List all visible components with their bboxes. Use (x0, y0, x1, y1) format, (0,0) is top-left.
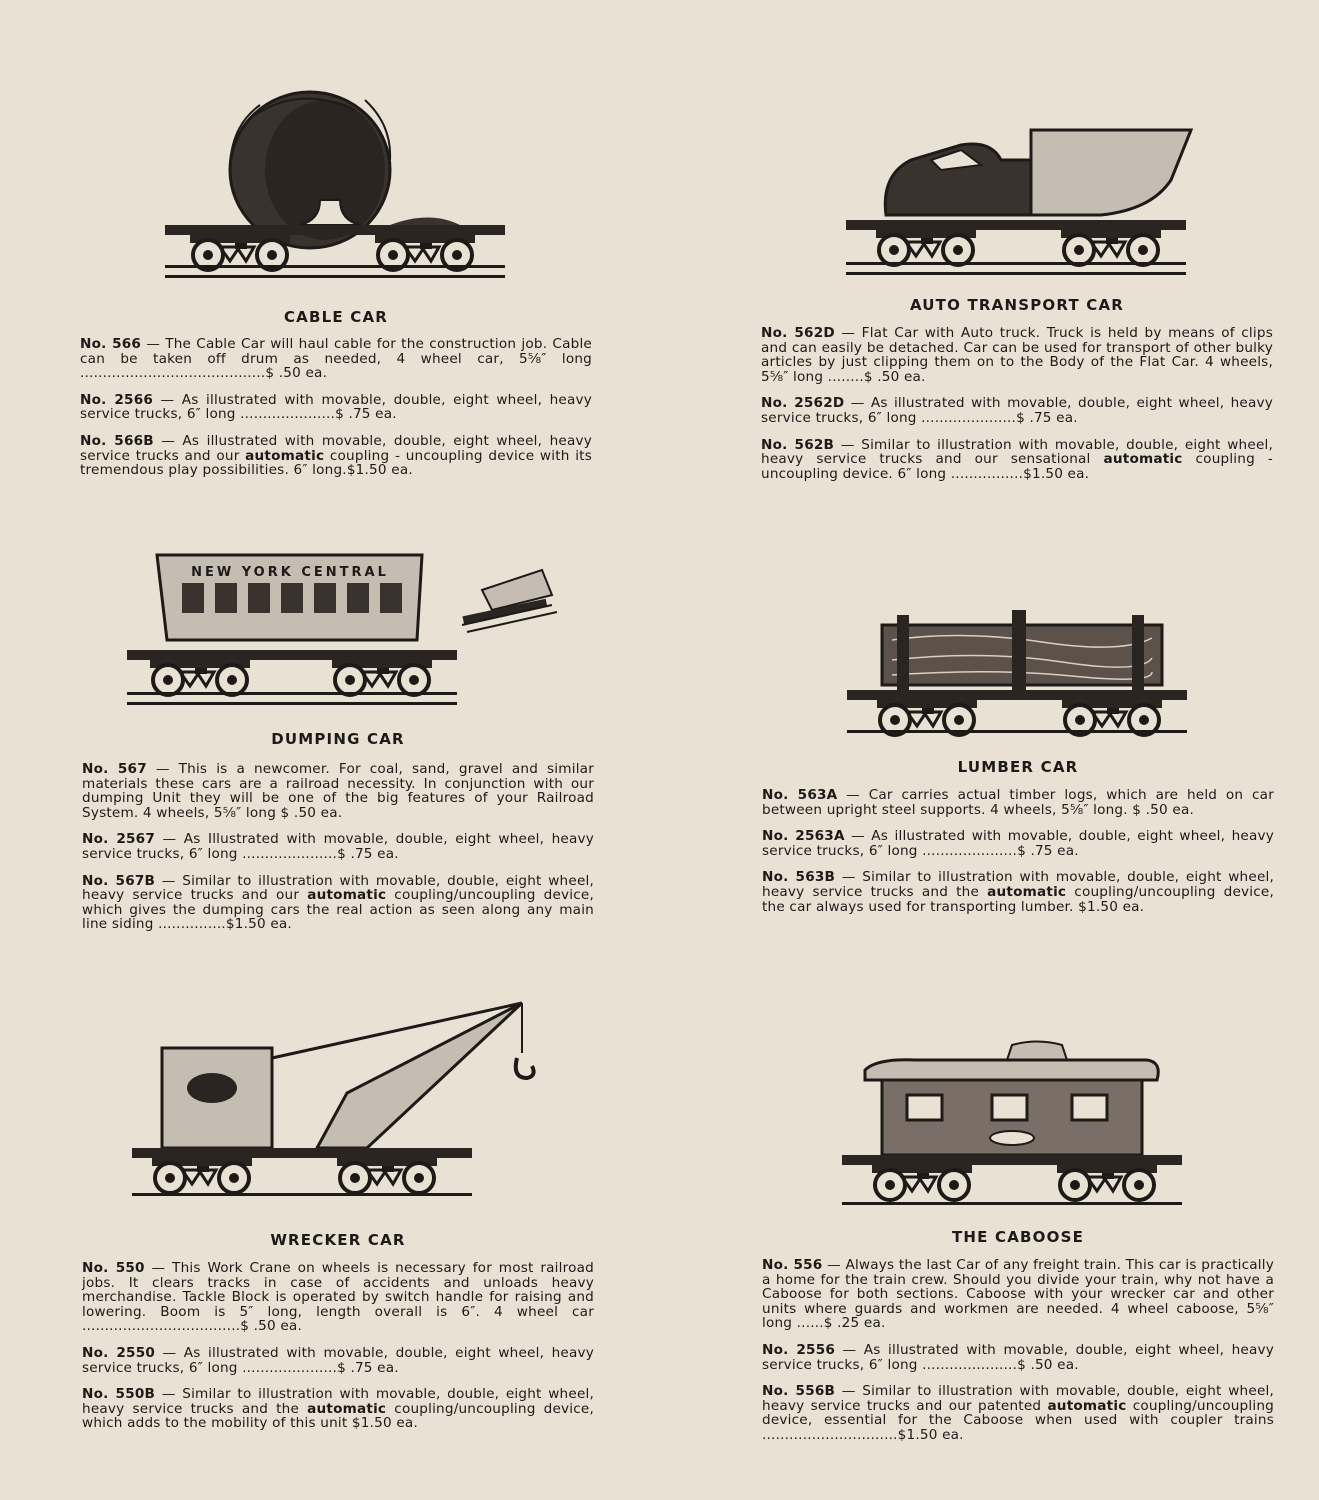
lumber-car-title: LUMBER CAR (957, 758, 1079, 776)
dumping-car-title: DUMPING CAR (271, 730, 405, 748)
entry-number: No. 2563A (762, 828, 845, 845)
entry-bold: automatic (987, 883, 1067, 900)
wrecker-car-entries (82, 1261, 594, 1443)
entry-number: No. 2550 (82, 1344, 156, 1361)
entry-563a (762, 788, 1274, 817)
entry-text: — Similar to illustration with movable, double, eight wheel, heavy service trucks and the (762, 869, 1274, 900)
caboose-entries (762, 1258, 1274, 1455)
entry-number: No. 556 (762, 1257, 823, 1273)
entry-2562d (761, 396, 1273, 425)
entry-text: coupling/uncoupling device, essential for the Caboose when used with coupler trains ..............................$1.50 ea. (762, 1397, 1274, 1443)
dumping-car-illustration (122, 550, 592, 710)
entry-2567 (82, 832, 594, 861)
entry-text: — The Cable Car will haul cable for the construction job. Cable can be taken off drum as needed, 4 wheel car, 5⅝″ long .........................................$ .50 ea. (80, 336, 592, 382)
entry-number: No. 2556 (762, 1341, 836, 1358)
cable-car-illustration (160, 85, 520, 285)
caboose-title: THE CABOOSE (951, 1228, 1085, 1246)
entry-text: coupling - uncoupling device. 6″ long ................$1.50 ea. (761, 451, 1273, 482)
cable-car-title: CABLE CAR (283, 308, 389, 326)
entry-number: No. 550B (82, 1386, 156, 1403)
entry-text: — As illustrated with movable, double, eight wheel, heavy service trucks, 6″ long .....................$ .75 ea. (82, 1344, 594, 1376)
entry-number: No. 2562D (761, 395, 845, 412)
caboose-illustration (837, 1040, 1197, 1210)
entry-566 (80, 337, 592, 381)
entry-text: — Similar to illustration with movable, double, eight wheel, heavy service trucks and the (82, 1386, 594, 1417)
entry-bold: automatic (307, 1400, 387, 1417)
entry-2556 (762, 1343, 1274, 1372)
entry-number: No. 567 (82, 761, 147, 777)
entry-bold: automatic (1047, 1397, 1127, 1414)
entry-text: coupling/uncoupling device, the car always used for transporting lumber. $1.50 ea. (762, 883, 1274, 915)
cable-car-entries (80, 337, 592, 490)
entry-number: No. 566B (80, 432, 154, 449)
entry-text: — Flat Car with Auto truck. Truck is held by means of clips and can easily be detached. Car can be used for transport of other bulky articles by just clipping them on to the Body of the Flat Car. 4 wheels, 5⅝″ long ........$ .50 ea. (761, 325, 1273, 385)
auto-transport-car-illustration (841, 120, 1201, 280)
entry-562b (761, 438, 1273, 482)
entry-number: No. 550 (82, 1260, 145, 1276)
entry-number: No. 563A (762, 787, 838, 803)
entry-number: No. 2566 (80, 391, 154, 408)
entry-2550 (82, 1346, 594, 1375)
entry-2566 (80, 393, 592, 422)
entry-text: coupling/uncoupling device, which gives the dumping cars the real action as seen along any main line siding ...............$1.50 ea. (82, 887, 594, 933)
entry-550 (82, 1261, 594, 1334)
entry-bold: automatic (1103, 451, 1183, 468)
entry-number: No. 563B (762, 869, 836, 886)
entry-number: No. 562B (761, 436, 835, 453)
entry-text: — Similar to illustration with movable, double, eight wheel, heavy service trucks and our patented (762, 1383, 1274, 1414)
entry-text: — As illustrated with movable, double, eight wheel, heavy service trucks, 6″ long .....................$ .75 ea. (761, 395, 1273, 426)
entry-text: — This Work Crane on wheels is necessary for most railroad jobs. It clears tracks in case of accidents and unloads heavy merchandise. Tackle Block is operated by switch handle for raising and lowering. Boom is 5″ long, length overall is 6″. 4 wheel car ...................................$ .50 ea. (82, 1260, 594, 1335)
entry-550b (82, 1387, 594, 1431)
dumping-car-entries (82, 762, 594, 944)
entry-text: — As illustrated with movable, double, eight wheel, heavy service trucks, 6″ long .....................$ .75 ea. (762, 828, 1274, 859)
lumber-car-illustration (842, 610, 1202, 740)
entry-text: — As Illustrated with movable, double, eight wheel, heavy service trucks, 6″ long .....................$ .75 ea. (82, 831, 595, 862)
entry-bold: automatic (245, 447, 325, 464)
entry-567 (82, 762, 594, 820)
entry-text: — Similar to illustration with movable, double, eight wheel, heavy service trucks and our (82, 872, 594, 904)
entry-number: No. 2567 (82, 831, 155, 848)
entry-556 (762, 1258, 1274, 1331)
entry-562d (761, 326, 1273, 384)
entry-bold: automatic (307, 887, 387, 904)
wrecker-car-illustration (127, 998, 547, 1208)
lumber-car-entries (762, 788, 1274, 926)
entry-566b (80, 434, 592, 478)
car-lettering: NEW YORK CENTRAL (191, 565, 389, 580)
entry-text: — As illustrated with movable, double, eight wheel, heavy service trucks, 6″ long .....................$ .75 ea. (80, 391, 592, 423)
entry-number: No. 562D (761, 325, 835, 341)
entry-text: coupling/uncoupling device, which adds to the mobility of this unit $1.50 ea. (82, 1400, 594, 1432)
entry-2563a (762, 829, 1274, 858)
entry-text: — As illustrated with movable, double, eight wheel, heavy service trucks, 6″ long .....................$ .50 ea. (762, 1341, 1274, 1373)
auto-transport-car-title: AUTO TRANSPORT CAR (909, 296, 1125, 314)
entry-text: — Always the last Car of any freight train. This car is practically a home for the train crew. Should you divide your train, why not have a Caboose for both sections. Caboose with your wrecker car and other units where guards and workmen are needed. 4 wheel caboose, 5⅝″ long ......$ .25 ea. (762, 1257, 1275, 1332)
entry-text: — This is a newcomer. For coal, sand, gravel and similar materials these cars are a railroad necessity. In conjunction with our dumping Unit they will be one of the big features of your Railroad System. 4 wheels, 5⅝″ long $ .50 ea. (82, 761, 594, 821)
entry-number: No. 566 (80, 336, 142, 352)
entry-text: — Similar to illustration with movable, double, eight wheel, heavy service trucks and our sensational (761, 436, 1273, 468)
entry-556b (762, 1384, 1274, 1442)
entry-number: No. 567B (82, 872, 156, 889)
entry-number: No. 556B (762, 1383, 836, 1400)
entry-text: — Car carries actual timber logs, which are held on car between upright steel supports. 4 wheels, 5⅝″ long. $ .50 ea. (762, 787, 1274, 818)
entry-text: coupling - uncoupling device with its tremendous play possibilities. 6″ long.$1.50 ea. (80, 447, 592, 479)
wrecker-car-title: WRECKER CAR (270, 1231, 406, 1249)
entry-567b (82, 874, 594, 932)
auto-transport-car-entries (761, 326, 1273, 493)
entry-text: — As illustrated with movable, double, eight wheel, heavy service trucks and our (80, 432, 592, 464)
entry-563b (762, 870, 1274, 914)
